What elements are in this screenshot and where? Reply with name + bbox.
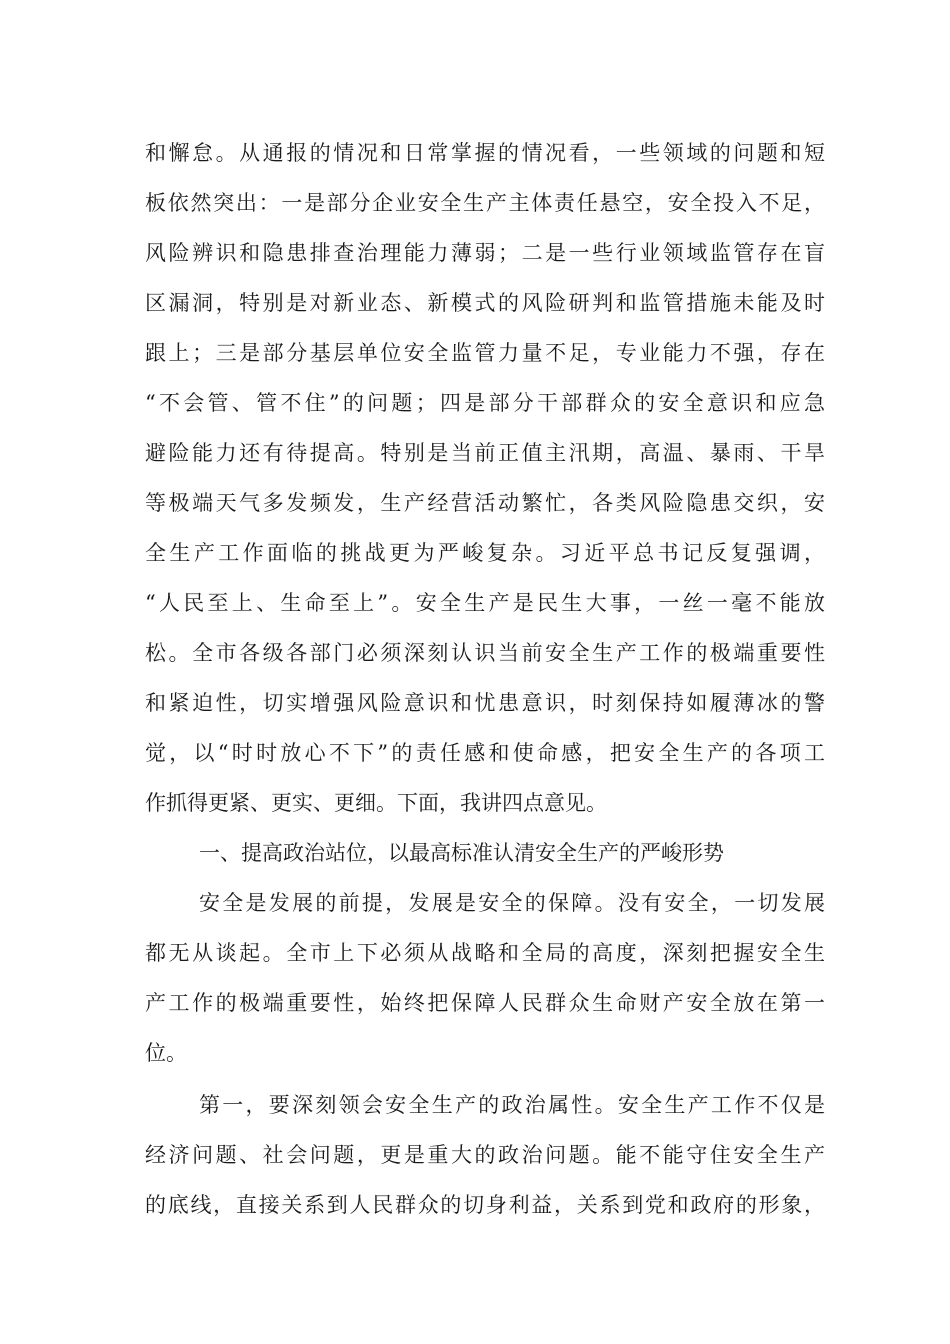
text-line: 都无从谈起。全市上下必须从战略和全局的高度，深刻把握安全生 (145, 941, 825, 965)
text-line: 区漏洞，特别是对新业态、新模式的风险研判和监管措施未能及时 (145, 291, 825, 315)
text-line: 风险辨识和隐患排查治理能力薄弱；二是一些行业领域监管存在盲 (145, 241, 825, 265)
text-line: 的底线，直接关系到人民群众的切身利益，关系到党和政府的形象， (145, 1193, 825, 1217)
text-line: 第一，要深刻领会安全生产的政治属性。安全生产工作不仅是 (199, 1093, 825, 1117)
text-line: 避险能力还有待提高。特别是当前正值主汛期，高温、暴雨、干旱 (145, 441, 825, 465)
text-line: 板依然突出：一是部分企业安全生产主体责任悬空，安全投入不足， (145, 191, 825, 215)
text-line: 位。 (145, 1041, 187, 1065)
text-line: “不会管、管不住”的问题；四是部分干部群众的安全意识和应急 (145, 391, 825, 415)
text-line: 安全是发展的前提，发展是安全的保障。没有安全，一切发展 (199, 891, 825, 915)
text-line: 等极端天气多发频发，生产经营活动繁忙，各类风险隐患交织，安 (145, 491, 825, 515)
text-line: 产工作的极端重要性，始终把保障人民群众生命财产安全放在第一 (145, 991, 825, 1015)
text-line: 全生产工作面临的挑战更为严峻复杂。习近平总书记反复强调， (145, 541, 825, 565)
text-line: 和懈怠。从通报的情况和日常掌握的情况看，一些领域的问题和短 (145, 141, 825, 165)
text-line: 和紧迫性，切实增强风险意识和忧患意识，时刻保持如履薄冰的警 (145, 691, 825, 715)
text-line: 松。全市各级各部门必须深刻认识当前安全生产工作的极端重要性 (145, 641, 825, 665)
text-line: 觉，以“时时放心不下”的责任感和使命感，把安全生产的各项工 (145, 741, 825, 765)
text-line: 跟上；三是部分基层单位安全监管力量不足，专业能力不强，存在 (145, 341, 825, 365)
text-line: 作抓得更紧、更实、更细。下面，我讲四点意见。 (145, 791, 607, 815)
text-line: 经济问题、社会问题，更是重大的政治问题。能不能守住安全生产 (145, 1143, 825, 1167)
section-heading: 一、提高政治站位，以最高标准认清安全生产的严峻形势 (199, 841, 724, 865)
text-line: “人民至上、生命至上”。安全生产是民生大事，一丝一毫不能放 (145, 591, 825, 615)
